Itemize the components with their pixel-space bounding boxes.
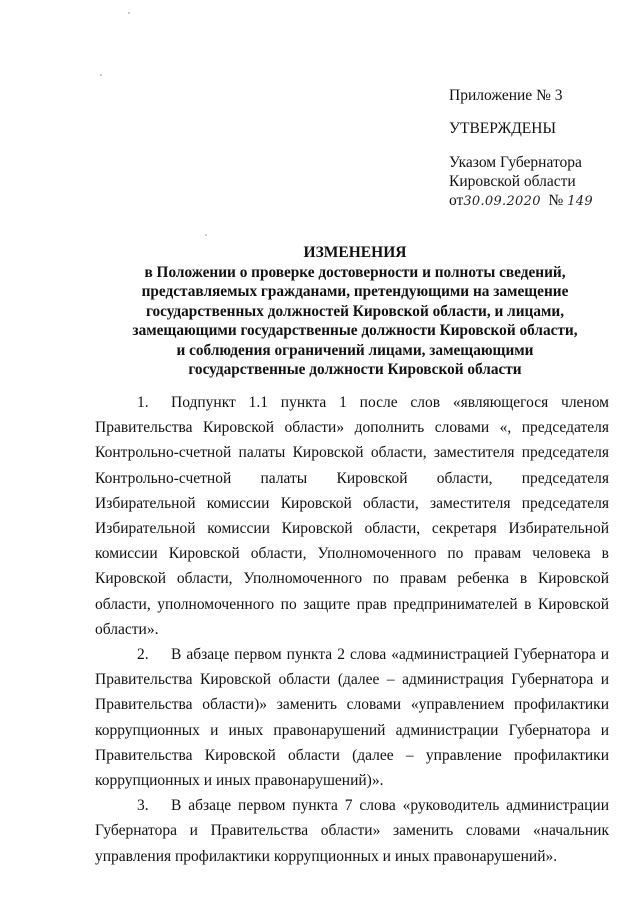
paragraph-text: В абзаце первом пункта 2 слова «администрацией Губернатора и Правительства Кировской области (далее – администрация Губернатора и Правительства области)» заменить словами «управлением профилактики коррупционных и иных правонарушений администрации Губернатора и Правительства Кировской области (далее – управление профилактики коррупционных и иных правонарушений)». [95, 646, 609, 790]
title-line: государственные должности Кировской области [188, 361, 522, 378]
title-line: и соблюдения ограничений лицами, замещающими [176, 341, 534, 359]
handwritten-number: 149 [567, 194, 593, 209]
handwritten-date: 30.09.2020 [463, 194, 541, 209]
date-prefix: от [449, 192, 464, 209]
paragraph-3 [95, 793, 609, 869]
paragraph-text: Подпункт 1.1 пункта 1 после слов «являющегося членом Правительства Кировской области» дополнить словами «, председателя Контрольно-счетной палаты Кировской области, заместителя председателя Контрольно-счетной палаты Кировской области, председателя Избирательной комиссии Кировской области, заместителя председателя Избирательной комиссии Кировской области, секретаря Избирательной комиссии Кировской области, Уполномоченного по правам человека в Кировской области, Уполномоченного по правам ребенка в Кировской области, уполномоченного по защите прав предпринимателей в Кировской области». [95, 394, 609, 638]
paragraph-text: В абзаце первом пункта 7 слова «руководитель администрации Губернатора и Правительства области» заменить словами «начальник управления профилактики коррупционных и иных правонарушений». [95, 797, 609, 865]
number-prefix: № [548, 192, 564, 209]
paragraph-number: 2. [137, 646, 149, 664]
title-line: замещающими государственные должности Кировской области, [132, 322, 578, 339]
decree-line-2: Кировской области [449, 173, 576, 190]
paragraph-1 [95, 390, 609, 642]
paragraph-number: 1. [137, 394, 149, 411]
approval-stamp-block [449, 86, 629, 211]
scan-speck [100, 74, 102, 76]
paragraph-number: 3. [137, 797, 149, 815]
paragraph-2 [95, 642, 609, 793]
document-title-block [90, 243, 620, 380]
appendix-label: Приложение № 3 [449, 87, 563, 104]
document-heading: ИЗМЕНЕНИЯ [303, 244, 407, 261]
approved-label: УТВЕРЖДЕНЫ [449, 120, 556, 137]
scan-speck [128, 12, 130, 14]
title-line: в Положении о проверке достоверности и полноты сведений, [144, 263, 566, 281]
title-line: представляемых гражданами, претендующими на замещение [141, 283, 569, 300]
scan-speck [205, 234, 207, 236]
decree-line-1: Указом Губернатора [449, 154, 582, 171]
document-body [95, 390, 609, 869]
decree-date-number [449, 191, 629, 211]
title-line: государственных должностей Кировской области, и лицами, [145, 302, 565, 320]
